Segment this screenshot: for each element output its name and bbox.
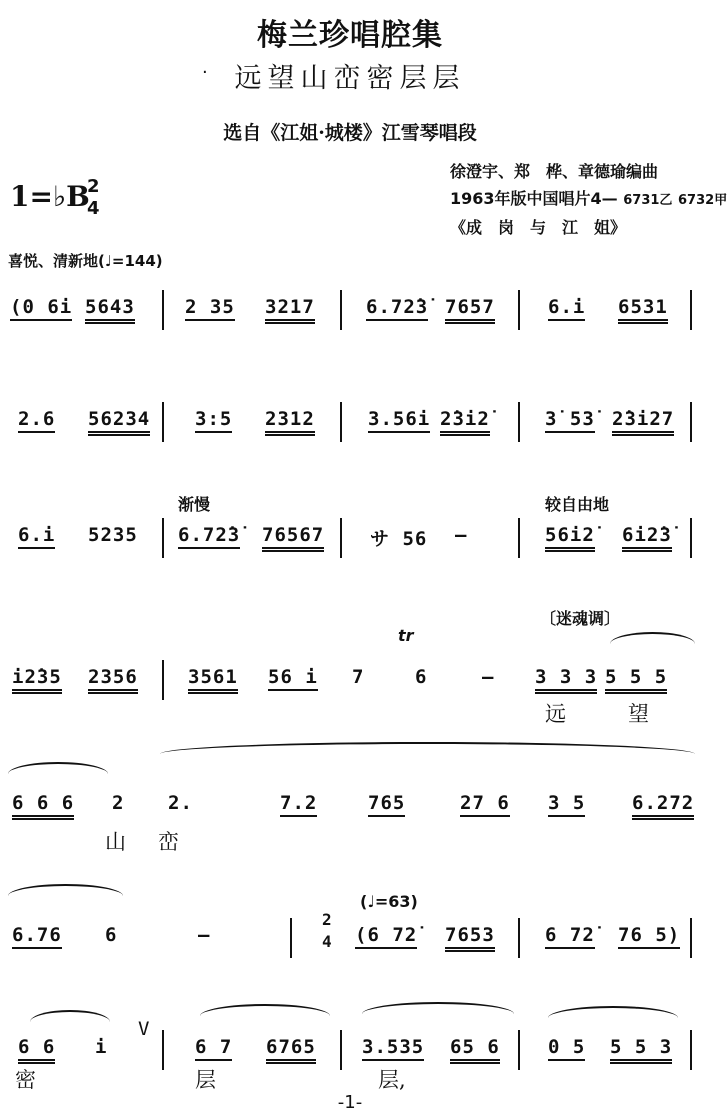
note-group: 7 (352, 666, 365, 688)
time-signature-bottom: 4 (87, 198, 100, 219)
note-group: 76567 (262, 524, 324, 552)
note-group: i2̇35 (12, 666, 62, 694)
note-group: 2̇3i27 (612, 408, 674, 436)
annotation-freely: 较自由地 (545, 495, 610, 514)
score-row-4 (0, 660, 700, 706)
lyric: 密 (15, 1068, 36, 1092)
note-group: 6.76 (12, 924, 62, 949)
note-group: i (95, 1036, 108, 1058)
score-row-6 (0, 910, 700, 964)
note-group: 3561 (188, 666, 238, 694)
note-group: 3.535 (362, 1036, 424, 1061)
collection-title: 梅兰珍唱腔集 (257, 18, 443, 53)
note-group: 6765 (266, 1036, 316, 1064)
tempo-marking: 喜悦、清新地(♩=144) (8, 252, 163, 270)
note-group: 6 7 (195, 1036, 232, 1061)
note-group: 2̇3i2̇ (440, 408, 490, 436)
bar-line (690, 290, 692, 330)
bar-line (340, 518, 342, 558)
record-a: 6731乙 (623, 193, 673, 208)
note-group: 2. (168, 792, 193, 814)
note-group: 56i2̇ (545, 524, 595, 552)
note-group: 5 5 5 (605, 666, 667, 694)
bar-line (162, 402, 164, 442)
note-group: 2 (112, 792, 125, 814)
bar-line (340, 290, 342, 330)
bar-line (518, 518, 520, 558)
lyric: 层, (378, 1068, 406, 1092)
note-group: 5 5 3 (610, 1036, 672, 1064)
note-group: 6.72̇3̇ (178, 524, 240, 549)
note-group: 2 35 (185, 296, 235, 321)
time-change-top: 2 (322, 910, 333, 929)
note-group: 765 (368, 792, 405, 817)
time-change-bottom: 4 (322, 932, 333, 951)
score-row-1 (0, 290, 700, 336)
breath-mark: V (138, 1018, 151, 1040)
bar-line (518, 1030, 520, 1070)
note-group: (0 6i (10, 296, 72, 321)
note-group: 2312 (265, 408, 315, 436)
note-group: 65 6 (450, 1036, 500, 1064)
subtitle-dot: · (202, 62, 208, 83)
slur (30, 1010, 110, 1022)
note-group: 3̇ 53̇ (545, 408, 595, 433)
bar-line (290, 918, 292, 958)
bar-line (518, 918, 520, 958)
record-prefix: 1963年版中国唱片4— (450, 189, 618, 208)
source-note: 选自《江姐·城楼》江雪琴唱段 (223, 122, 477, 144)
note-group: 6 (415, 666, 428, 688)
note-group: 56234 (88, 408, 150, 436)
tempo-change: (♩=63) (360, 892, 418, 911)
slur (362, 1002, 514, 1014)
note-group: 3:5 (195, 408, 232, 433)
note-group: 6.272 (632, 792, 694, 820)
note-group: 6 6 (18, 1036, 55, 1064)
key-signature: 1=♭B (10, 180, 90, 213)
note-group: 5643 (85, 296, 135, 324)
lyric: 峦 (158, 830, 179, 854)
lyric: 层 (195, 1068, 216, 1092)
bar-line (162, 518, 164, 558)
record-b: 6732甲 (678, 193, 727, 208)
bar-line (518, 290, 520, 330)
note-group: 6 72̇ (545, 924, 595, 949)
note-group: (6 72̇ (355, 924, 417, 949)
bar-line (690, 518, 692, 558)
note-group: 5235 (88, 524, 138, 546)
note-group: 7.2 (280, 792, 317, 817)
bar-line (690, 918, 692, 958)
page-number: -1- (337, 1092, 363, 1113)
slur (160, 742, 695, 754)
annotation-slowing: 渐慢 (178, 495, 211, 514)
note-group: 3217 (265, 296, 315, 324)
bar-line (162, 660, 164, 700)
bar-line (162, 1030, 164, 1070)
score-row-3 (0, 518, 700, 564)
annotation-trill: tr (398, 626, 414, 645)
slur (200, 1004, 330, 1016)
note-group: 6 (105, 924, 118, 946)
note-group: 6.i (18, 524, 55, 549)
note-group: 3 5 (548, 792, 585, 817)
note-group: 56 i (268, 666, 318, 691)
note-group: 7653 (445, 924, 495, 952)
note-group: – (455, 524, 468, 546)
song-title: 远望山峦密层层 (234, 63, 466, 94)
bar-line (690, 1030, 692, 1070)
bar-line (518, 402, 520, 442)
note-group: 6 6 6 (12, 792, 74, 820)
note-group: 6.i (548, 296, 585, 321)
note-group: サ 56 (370, 528, 428, 550)
slur (610, 632, 695, 644)
note-group: – (482, 666, 495, 688)
bar-line (340, 402, 342, 442)
note-group: 3 3 3 (535, 666, 597, 694)
note-group: 3.56i (368, 408, 430, 433)
annotation-mihun-tune: 〔迷魂调〕 (540, 609, 621, 628)
slur (8, 762, 108, 774)
credits (450, 158, 727, 241)
record-line (450, 185, 727, 214)
note-group: 6.72̇3̇ (366, 296, 428, 321)
slur (8, 884, 123, 896)
lyric: 望 (628, 702, 649, 726)
note-group: 0 5 (548, 1036, 585, 1061)
bar-line (340, 1030, 342, 1070)
note-group: 2356 (88, 666, 138, 694)
note-group: 2.6 (18, 408, 55, 433)
score-row-2 (0, 402, 700, 448)
bar-line (690, 402, 692, 442)
composers: 徐澄宇、郑 桦、章德瑜编曲 (450, 162, 659, 181)
album: 《成 岗 与 江 姐》 (450, 218, 627, 237)
note-group: 7657 (445, 296, 495, 324)
note-group: 6i2̇3̇ (622, 524, 672, 552)
time-signature-top: 2 (87, 176, 100, 197)
note-group: – (198, 924, 211, 946)
lyric: 山 (105, 830, 126, 854)
bar-line (162, 290, 164, 330)
note-group: 27 6 (460, 792, 510, 817)
lyric: 远 (545, 702, 566, 726)
slur (548, 1006, 678, 1018)
note-group: 6531 (618, 296, 668, 324)
note-group: 76 5) (618, 924, 680, 949)
score-row-7 (0, 1018, 700, 1076)
